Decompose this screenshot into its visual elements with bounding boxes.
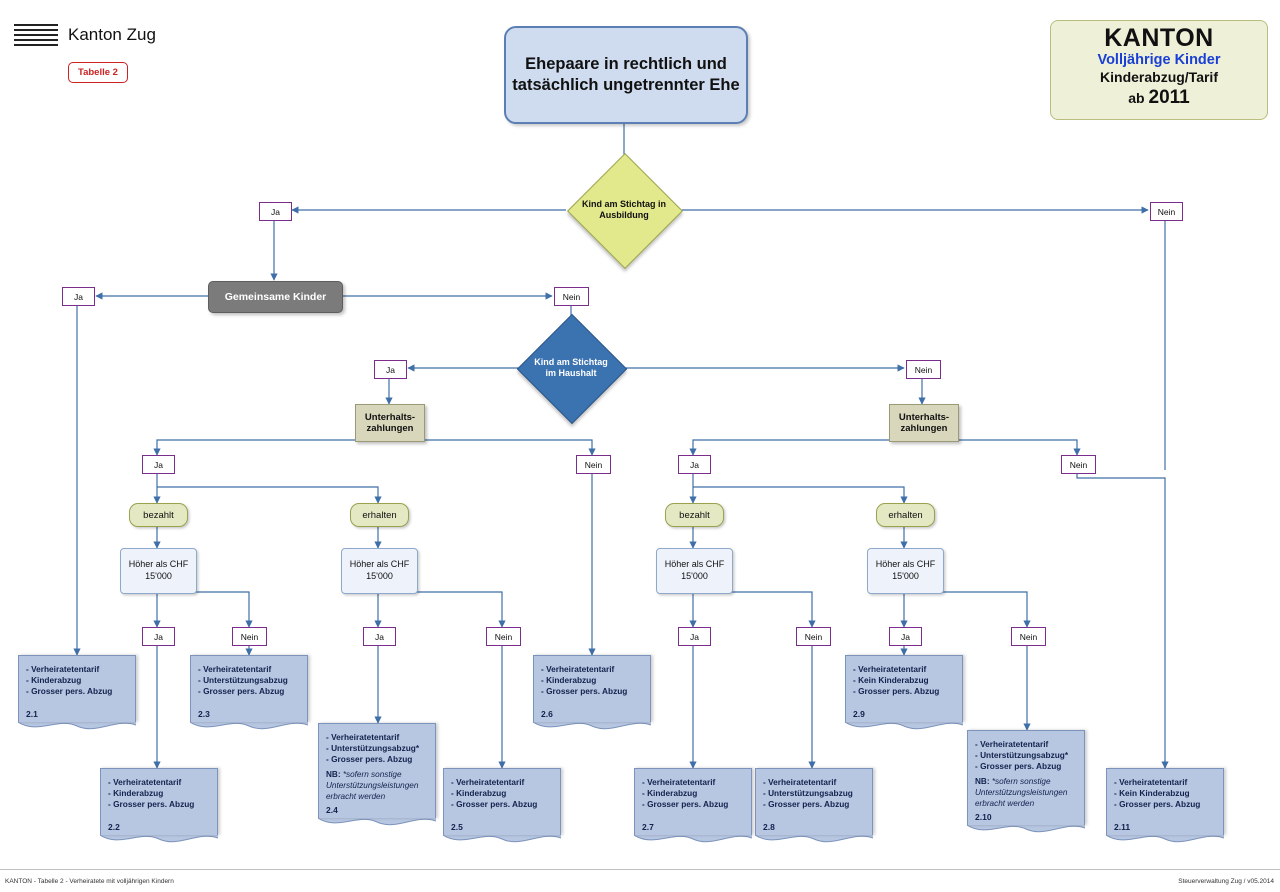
result-doc-2-5[interactable] [443,768,561,847]
option-bezahlt-right[interactable] [665,503,724,527]
result-note-text: *sofern sonstige Unterstützungsleistungen erbracht werden [975,777,1068,808]
result-id: 2.6 [541,709,553,720]
result-line: - Grosser pers. Abzug [975,761,1062,772]
result-line: - Unterstützungsabzug* [326,743,420,754]
branch-label-haushalt-ja[interactable]: Ja [374,360,407,379]
result-doc-2-9[interactable] [845,655,963,734]
chart-title-box: Ehepaare in rechtlich und tatsächlich ungetrennter Ehe [504,26,748,124]
result-line: - Verheiratetentarif [198,664,272,674]
branch-label-threshold-1-ja[interactable]: Ja [142,627,175,646]
result-line: - Grosser pers. Abzug [451,799,538,810]
branch-label-unterhalt-right-nein[interactable]: Nein [1061,455,1096,474]
threshold-box-2[interactable] [341,548,418,594]
threshold-box-1-label: Höher als CHF 15'000 [128,559,189,581]
result-note-prefix: NB: [326,770,343,780]
branch-label-ausbildung-ja[interactable]: Ja [259,202,292,221]
result-line: - Verheiratetentarif [1114,777,1188,787]
result-line: - Verheiratetentarif [541,664,615,674]
result-doc-2-3[interactable] [190,655,308,734]
table-badge: Tabelle 2 [68,62,128,83]
result-line: - Verheiratetentarif [853,664,927,674]
decision-ausbildung[interactable] [566,170,682,250]
result-doc-2-8[interactable] [755,768,873,847]
result-note-prefix: NB: [975,777,992,787]
branch-label-threshold-3-ja[interactable]: Ja [678,627,711,646]
branch-label-threshold-3-nein[interactable]: Nein [796,627,831,646]
result-line: - Verheiratetentarif [975,739,1049,749]
threshold-box-2-label: Höher als CHF 15'000 [349,559,410,581]
result-line: - Kinderabzug [26,675,82,686]
result-id: 2.3 [198,709,210,720]
decision-ausbildung-label: Kind am Stichtag in Ausbildung [581,198,666,220]
footer-divider [0,869,1280,870]
legend-year: 2011 [1148,87,1190,109]
kanton-zug-logo-icon [14,24,58,49]
branch-label-threshold-4-nein[interactable]: Nein [1011,627,1046,646]
result-doc-2-6[interactable] [533,655,651,734]
result-line: - Kein Kinderabzug [1114,788,1190,799]
result-line: - Kinderabzug [541,675,597,686]
legend-line-2: Volljährige Kinder [1097,52,1221,69]
result-doc-2-2[interactable] [100,768,218,847]
decision-unterhalt-left-label: Unterhalts-zahlungen [364,411,416,434]
branch-label-unterhalt-left-ja[interactable]: Ja [142,455,175,474]
result-line: - Grosser pers. Abzug [763,799,850,810]
decision-unterhalt-right-label: Unterhalts-zahlungen [898,411,950,434]
result-doc-2-1[interactable] [18,655,136,734]
result-line: - Unterstützungsabzug [198,675,288,686]
decision-haushalt-label: Kind am Stichtag im Haushalt [534,356,608,378]
result-id: 2.7 [642,822,654,833]
result-line: - Unterstützungsabzug* [975,750,1069,761]
option-bezahlt-left-label: bezahlt [143,509,174,521]
result-line: - Verheiratetentarif [326,732,400,742]
threshold-box-3-label: Höher als CHF 15'000 [664,559,725,581]
legend-line-1: KANTON [1104,24,1214,52]
decision-unterhalt-left[interactable] [355,404,425,442]
result-line: - Grosser pers. Abzug [26,686,113,697]
result-line: - Kinderabzug [108,788,164,799]
option-bezahlt-right-label: bezahlt [679,509,710,521]
result-doc-2-10[interactable] [967,730,1085,837]
branch-label-unterhalt-right-ja[interactable]: Ja [678,455,711,474]
option-bezahlt-left[interactable] [129,503,188,527]
footer-left-text: KANTON - Tabelle 2 - Verheiratete mit volljährigen Kindern [5,878,174,885]
option-erhalten-right[interactable] [876,503,935,527]
result-note [326,770,428,803]
result-line: - Kinderabzug [451,788,507,799]
decision-gemeinsame-kinder[interactable] [208,281,343,313]
result-line: - Verheiratetentarif [108,777,182,787]
result-id: 2.10 [975,811,992,822]
option-erhalten-right-label: erhalten [888,509,923,521]
result-line: - Grosser pers. Abzug [198,686,285,697]
result-id: 2.2 [108,822,120,833]
result-line: - Verheiratetentarif [451,777,525,787]
result-note [975,777,1077,810]
decision-gemeinsame-kinder-label: Gemeinsame Kinder [224,291,327,303]
branch-label-threshold-1-nein[interactable]: Nein [232,627,267,646]
footer-right-text: Steuerverwaltung Zug / v05.2014 [1178,878,1274,885]
result-id: 2.5 [451,822,463,833]
result-doc-2-7[interactable] [634,768,752,847]
result-line: - Verheiratetentarif [763,777,837,787]
branch-label-threshold-4-ja[interactable]: Ja [889,627,922,646]
threshold-box-3[interactable] [656,548,733,594]
result-id: 2.8 [763,822,775,833]
decision-unterhalt-right[interactable] [889,404,959,442]
result-id: 2.11 [1114,822,1131,833]
result-id: 2.9 [853,709,865,720]
legend-line-4 [1051,87,1267,109]
result-id: 2.1 [26,709,38,720]
legend-line-3: Kinderabzug/Tarif [1100,69,1218,86]
result-line: - Grosser pers. Abzug [108,799,195,810]
result-line: - Grosser pers. Abzug [642,799,729,810]
branch-label-haushalt-nein[interactable]: Nein [906,360,941,379]
branch-label-unterhalt-left-nein[interactable]: Nein [576,455,611,474]
threshold-box-4[interactable] [867,548,944,594]
result-line: - Kein Kinderabzug [853,675,929,686]
option-erhalten-left-label: erhalten [362,509,397,521]
result-line: - Verheiratetentarif [26,664,100,674]
organization-name: Kanton Zug [68,25,156,44]
result-line: - Unterstützungsabzug [763,788,853,799]
result-line: - Verheiratetentarif [642,777,716,787]
branch-label-threshold-2-ja[interactable]: Ja [363,627,396,646]
branch-label-ausbildung-nein[interactable]: Nein [1150,202,1183,221]
result-line: - Grosser pers. Abzug [1114,799,1201,810]
branch-label-threshold-2-nein[interactable]: Nein [486,627,521,646]
result-doc-2-11[interactable] [1106,768,1224,847]
option-erhalten-left[interactable] [350,503,409,527]
legend-box [1050,20,1268,120]
result-line: - Kinderabzug [642,788,698,799]
branch-label-gemeinsame-nein[interactable]: Nein [554,287,589,306]
result-line: - Grosser pers. Abzug [853,686,940,697]
result-doc-2-4[interactable] [318,723,436,830]
result-line: - Grosser pers. Abzug [326,754,413,765]
result-note-text: *sofern sonstige Unterstützungsleistungen erbracht werden [326,770,419,801]
legend-year-prefix: ab [1128,90,1149,107]
result-id: 2.4 [326,804,338,815]
threshold-box-4-label: Höher als CHF 15'000 [875,559,936,581]
threshold-box-1[interactable] [120,548,197,594]
result-line: - Grosser pers. Abzug [541,686,628,697]
branch-label-gemeinsame-ja[interactable]: Ja [62,287,95,306]
decision-haushalt[interactable] [523,330,619,406]
